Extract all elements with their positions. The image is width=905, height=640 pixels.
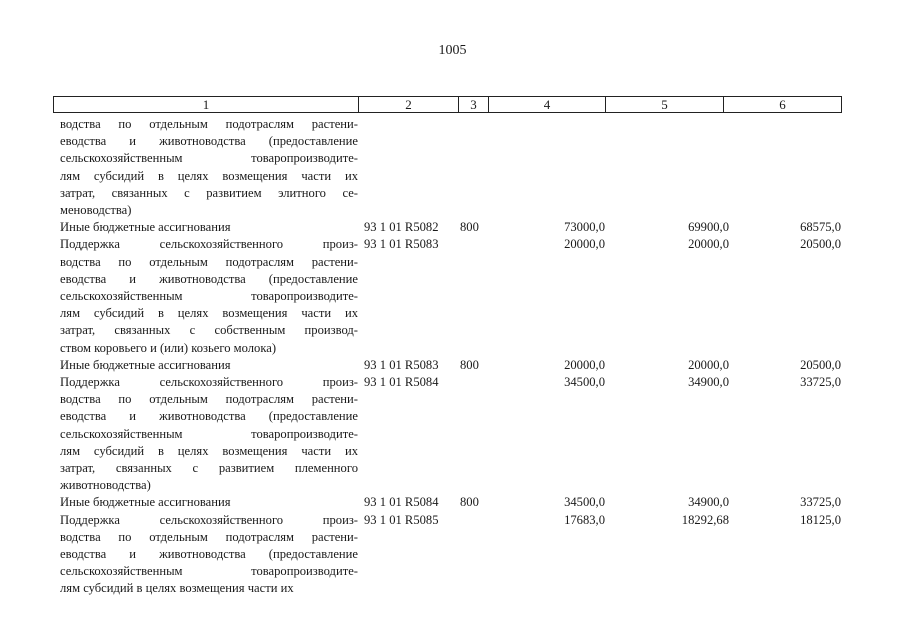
column-header-6: 6 [724, 97, 842, 113]
row-description [53, 494, 358, 511]
row-value-col6: 18125,0 [800, 512, 841, 527]
row-value-col5: 20000,0 [688, 237, 729, 252]
row-value-col6: 68575,0 [800, 220, 841, 235]
row-expense-type: 800 [460, 357, 479, 372]
description-line: еводства и животноводства (предоставление [60, 409, 358, 424]
description-line: меноводства) [60, 203, 132, 218]
table-row [53, 219, 841, 236]
description-line: еводства и животноводства (предоставление [60, 547, 358, 562]
description-line: лям субсидий в целях возмещения части их [60, 306, 358, 321]
description-line: сельскохозяйственным товаропроизводите- [60, 151, 358, 166]
row-expense-type [458, 116, 498, 219]
description-line: еводства и животноводства (предоставление [60, 271, 358, 286]
column-header-3: 3 [459, 97, 489, 113]
row-code: 93 1 01 R5082 [364, 220, 439, 235]
description-line: сельскохозяйственным товаропроизводите- [60, 289, 358, 304]
description-line: водства по отдельным подотраслям растени- [60, 529, 358, 544]
row-value-col5: 69900,0 [688, 220, 729, 235]
description-line: ством коровьего и (или) козьего молока) [60, 340, 277, 355]
row-description [53, 357, 358, 374]
column-header-row [54, 97, 842, 113]
row-expense-type: 800 [460, 495, 479, 510]
column-header-table [53, 96, 842, 113]
row-value-col4 [498, 116, 605, 219]
row-expense-type [458, 512, 498, 598]
row-value-col5: 34900,0 [688, 495, 729, 510]
description-line: Иные бюджетные ассигнования [60, 357, 231, 372]
row-value-col4: 34500,0 [564, 495, 605, 510]
row-code [358, 116, 458, 219]
description-line: водства по отдельным подотраслям растени- [60, 117, 358, 131]
table-row [53, 374, 841, 494]
row-code: 93 1 01 R5083 [364, 237, 439, 252]
row-value-col6 [729, 116, 841, 219]
row-value-col5: 20000,0 [688, 357, 729, 372]
table-row [53, 236, 841, 356]
description-line: лям субсидий в целях возмещения части их [60, 168, 358, 183]
description-line: затрат, связанных с собственным производ- [60, 323, 358, 338]
row-expense-type [458, 236, 498, 356]
row-value-col4: 34500,0 [564, 375, 605, 390]
table-row [53, 357, 841, 374]
description-line: Поддержка сельскохозяйственного произ- [60, 237, 358, 252]
description-line: затрат, связанных с развитием элитного се- [60, 185, 358, 200]
row-description [53, 116, 358, 219]
description-line: водства по отдельным подотраслям растени- [60, 254, 358, 269]
row-code: 93 1 01 R5083 [364, 357, 439, 372]
row-code: 93 1 01 R5085 [364, 512, 439, 527]
description-line: водства по отдельным подотраслям растени- [60, 392, 358, 407]
description-line: Иные бюджетные ассигнования [60, 495, 231, 510]
column-header-5: 5 [606, 97, 724, 113]
column-header-1: 1 [54, 97, 359, 113]
row-description [53, 236, 358, 356]
row-value-col5 [605, 116, 729, 219]
row-value-col4: 17683,0 [564, 512, 605, 527]
description-line: Поддержка сельскохозяйственного произ- [60, 512, 358, 527]
row-value-col5: 34900,0 [688, 375, 729, 390]
row-expense-type [458, 374, 498, 494]
page-number: 1005 [438, 43, 467, 58]
row-description [53, 374, 358, 494]
row-value-col6: 33725,0 [800, 375, 841, 390]
row-value-col5: 18292,68 [681, 512, 729, 527]
row-expense-type: 800 [460, 220, 479, 235]
table-row [53, 116, 841, 219]
row-value-col6: 20500,0 [800, 357, 841, 372]
row-description [53, 512, 358, 598]
table-row [53, 494, 841, 511]
row-code: 93 1 01 R5084 [364, 495, 439, 510]
description-line: затрат, связанных с развитием племенного [60, 461, 358, 476]
budget-table-body [53, 116, 841, 598]
column-header-4: 4 [489, 97, 606, 113]
description-line: Иные бюджетные ассигнования [60, 220, 231, 235]
column-header-2: 2 [359, 97, 459, 113]
table-row [53, 512, 841, 598]
row-description [53, 219, 358, 236]
row-code: 93 1 01 R5084 [364, 375, 439, 390]
row-value-col6: 33725,0 [800, 495, 841, 510]
description-line: животноводства) [60, 478, 151, 493]
description-line: лям субсидий в целях возмещения части их [60, 443, 358, 458]
row-value-col4: 73000,0 [564, 220, 605, 235]
row-value-col4: 20000,0 [564, 357, 605, 372]
description-line: сельскохозяйственным товаропроизводите- [60, 426, 358, 441]
row-value-col4: 20000,0 [564, 237, 605, 252]
description-line: сельскохозяйственным товаропроизводите- [60, 564, 358, 579]
description-line: еводства и животноводства (предоставление [60, 134, 358, 149]
row-value-col6: 20500,0 [800, 237, 841, 252]
description-line: Поддержка сельскохозяйственного произ- [60, 375, 358, 390]
description-line: лям субсидий в целях возмещения части их [60, 581, 294, 596]
